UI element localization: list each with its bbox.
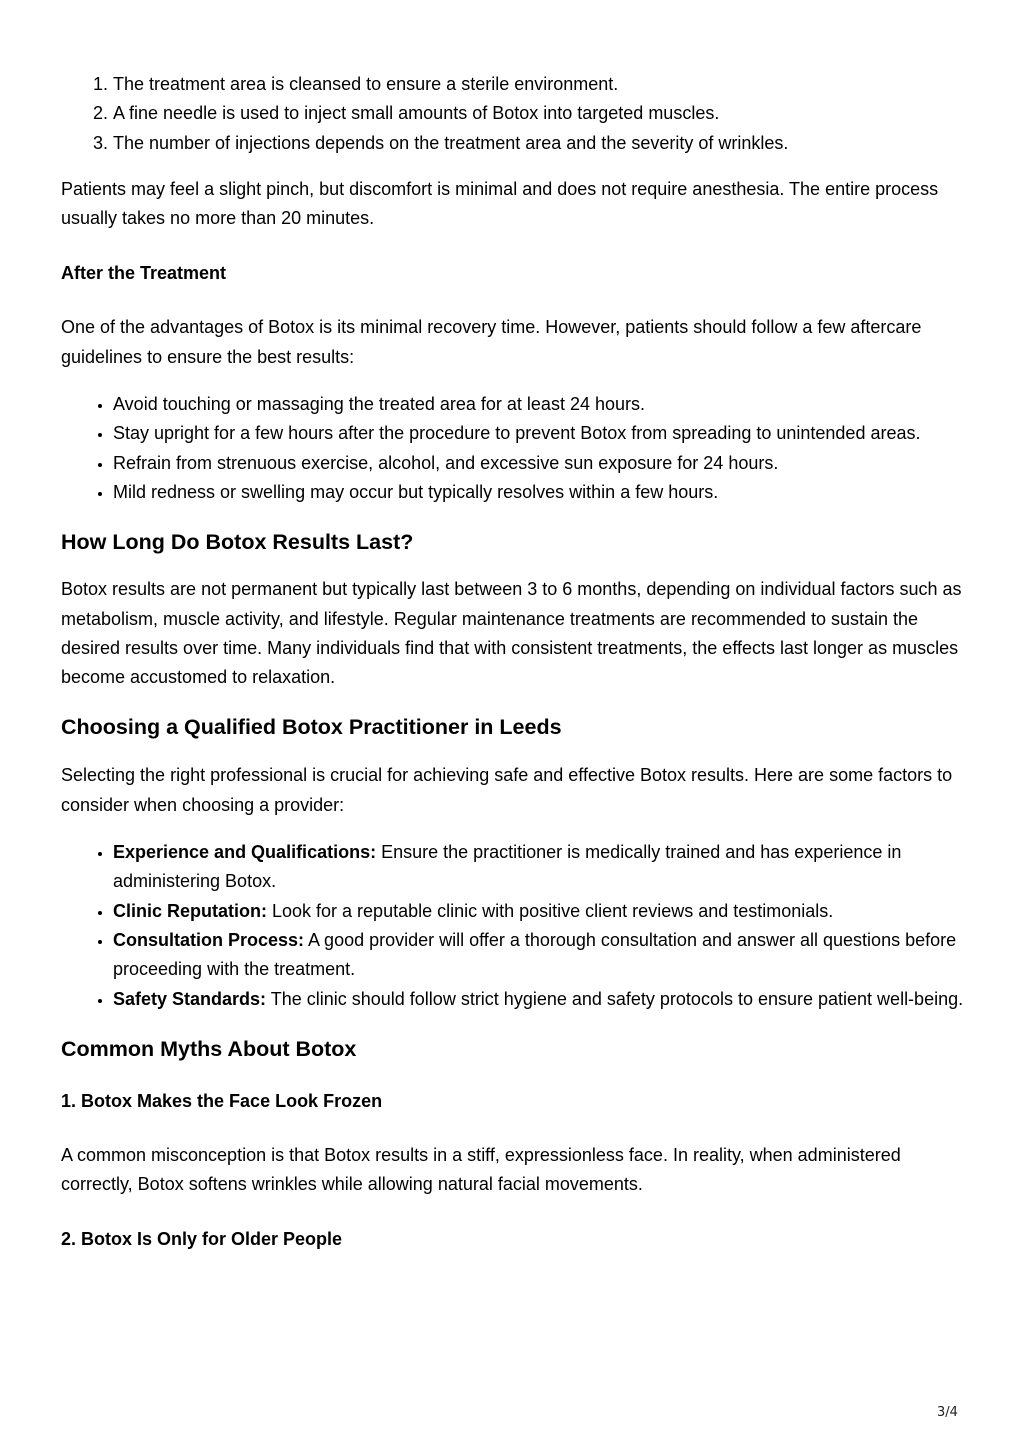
list-item: 1. The treatment area is cleansed to ensure a sterile environment. — [113, 70, 971, 99]
myths-heading: Common Myths About Botox — [61, 1036, 357, 1061]
list-item — [113, 926, 971, 985]
factor-text: Look for a reputable clinic with positive client reviews and testimonials. — [267, 900, 834, 921]
document-page — [61, 70, 971, 1253]
after-treatment-heading: After the Treatment — [61, 263, 227, 284]
factor-label: Safety Standards: — [113, 988, 267, 1009]
procedure-steps-list — [61, 70, 971, 158]
list-item: • Refrain from strenuous exercise, alcohol, and excessive sun exposure for 24 hours. — [113, 449, 971, 478]
factor-label: Consultation Process: — [113, 929, 305, 950]
myth-1-body: A common misconception is that Botox results in a stiff, expressionless face. In reality, when administered correctly, Botox softens wrinkles while allowing natural facial movements. — [61, 1144, 901, 1195]
list-item: • Avoid touching or massaging the treated area for at least 24 hours. — [113, 390, 971, 419]
results-duration-heading: How Long Do Botox Results Last? — [61, 530, 414, 555]
factor-label: Experience and Qualifications: — [113, 842, 377, 863]
results-duration-body: Botox results are not permanent but typically last between 3 to 6 months, depending on individual factors such as metabolism, muscle activity, and lifestyle. Regular maintenance treatments are recommended to sustain the desired results over time. Many individuals find that with consistent treatments, the effects last longer as muscles become accustomed to relaxation. — [61, 579, 962, 688]
procedure-note: Patients may feel a slight pinch, but discomfort is minimal and does not require anesthesia. The entire process usually takes no more than 20 minutes. — [61, 178, 939, 229]
practitioner-intro: Selecting the right professional is crucial for achieving safe and effective Botox results. Here are some factors to consider when choosing a provider: — [61, 765, 953, 815]
page-number: 3/4 — [937, 1405, 958, 1420]
aftercare-list — [61, 390, 971, 507]
myth-2-heading: 2. Botox Is Only for Older People — [61, 1229, 343, 1250]
factor-text: The clinic should follow strict hygiene and safety protocols to ensure patient well-being. — [266, 988, 964, 1009]
factor-text: Ensure the practitioner is medically trained and has experience in administering Botox. — [113, 842, 902, 892]
list-item: • Stay upright for a few hours after the procedure to prevent Botox from spreading to unintended areas. — [113, 419, 971, 448]
list-item — [113, 838, 971, 897]
list-item — [113, 897, 971, 926]
practitioner-heading: Choosing a Qualified Botox Practitioner in Leeds — [61, 715, 562, 740]
list-item: 2. A fine needle is used to inject small amounts of Botox into targeted muscles. — [113, 99, 971, 128]
practitioner-factors-list — [61, 838, 971, 1014]
list-item: 3. The number of injections depends on the treatment area and the severity of wrinkles. — [113, 129, 971, 158]
list-item — [113, 985, 971, 1014]
factor-label: Clinic Reputation: — [113, 900, 267, 921]
myth-1-heading: 1. Botox Makes the Face Look Frozen — [61, 1090, 383, 1111]
list-item: • Mild redness or swelling may occur but typically resolves within a few hours. — [113, 478, 971, 507]
after-treatment-intro: One of the advantages of Botox is its minimal recovery time. However, patients should follow a few aftercare guidelines to ensure the best results: — [61, 317, 922, 367]
factor-text: A good provider will offer a thorough consultation and answer all questions before proceeding with the treatment. — [113, 929, 957, 980]
